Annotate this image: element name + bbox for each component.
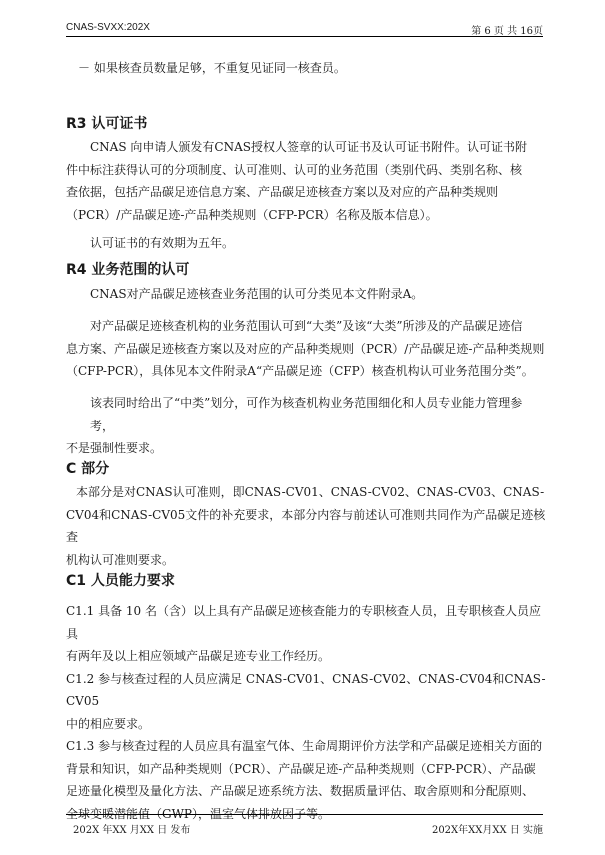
text-line: 机构认可准则要求。 — [66, 552, 175, 567]
text-line: 中的相应要求。 — [66, 716, 151, 731]
implement-date: 202X年XX月XX 日 实施 — [431, 825, 543, 836]
page-footer — [66, 814, 543, 835]
text-line: 本部分是对CNAS认可准则，即CNAS-CV01、CNAS-CV02、CNAS-CV03、CNAS- — [76, 485, 545, 499]
text-line: 不是强制性要求。 — [66, 441, 163, 455]
text-line: 对产品碳足迹核查机构的业务范围认可到“大类”及该“大类”所涉及的产品碳足迹信 — [90, 319, 523, 333]
text-line: CNAS 向申请人颁发有CNAS授权人签章的认可证书及认可证书附件。认可证书附 — [90, 140, 527, 154]
r4-paragraph-2 — [66, 315, 546, 383]
r3-paragraph-2: 认可证书的有效期为五年。 — [90, 236, 235, 250]
r3-paragraph-1 — [66, 136, 546, 226]
r4-paragraph-3 — [66, 392, 546, 460]
r4-paragraph-1: CNAS对产品碳足迹核查业务范围的认可分类见本文件附录A。 — [90, 287, 424, 301]
text-line: （CFP-PCR），具体见本文件附录A“产品碳足迹（CFP）核查机构认可业务范围分类”。 — [66, 364, 534, 378]
text-line: CV04和CNAS-CV05文件的补充要求，本部分内容与前述认可准则共同作为产品碳足迹核查 — [66, 507, 546, 544]
heading-r3: R3 认可证书 — [66, 116, 148, 132]
c1-items — [66, 600, 546, 825]
text-line: 件中标注获得认可的分项制度、认可准则、认可的业务范围（类别代码、类别名称、核 — [66, 162, 523, 177]
page-info: 第 6 页 共 16页 — [471, 26, 543, 37]
page-header — [66, 22, 543, 37]
publish-date: 202X 年XX 月XX 日 发布 — [73, 825, 191, 836]
text-line: 息方案、产品碳足迹核查方案以及对应的产品种类规则（PCR）/产品碳足迹-产品种类规则 — [66, 341, 545, 356]
text-line: C1.3 参与核查过程的人员应具有温室气体、生命周期评价方法学和产品碳足迹相关方面的 — [66, 739, 543, 753]
text-line: 全球变暖潜能值（GWP），温室气体排放因子等。 — [66, 806, 330, 821]
text-line: 该表同时给出了“中类”划分，可作为核查机构业务范围细化和人员专业能力管理参考， — [90, 396, 523, 433]
note-line: － 如果核查员数量足够，不重复见证同一核查员。 — [78, 61, 346, 75]
text-line: 足迹量化模型及量化方法、产品碳足迹系统方法、数据质量评估、取舍原则和分配原则、 — [66, 784, 535, 798]
text-line: 查依据，包括产品碳足迹信息方案、产品碳足迹核查方案以及对应的产品种类规则 — [66, 185, 499, 199]
heading-r4: R4 业务范围的认可 — [66, 262, 190, 278]
doc-code: CNAS-SVXX:202X — [66, 22, 150, 33]
text-line: C1.1 具备 10 名（含）以上具有产品碳足迹核查能力的专职核查人员，且专职核查人员应具 — [66, 604, 541, 641]
heading-c: C 部分 — [66, 461, 110, 477]
text-line: 背景和知识，如产品种类规则（PCR）、产品碳足迹-产品种类规则（CFP-PCR）、产品碳 — [66, 761, 536, 776]
text-line: （PCR）/产品碳足迹-产品种类规则（CFP-PCR）名称及版本信息）。 — [66, 207, 438, 222]
c-paragraph-1 — [66, 481, 546, 571]
text-line: C1.2 参与核查过程的人员应满足 CNAS-CV01、CNAS-CV02、CNAS-CV04和CNAS-CV05 — [66, 671, 546, 708]
text-line: 有两年及以上相应领域产品碳足迹专业工作经历。 — [66, 649, 331, 663]
heading-c1: C1 人员能力要求 — [66, 573, 175, 589]
